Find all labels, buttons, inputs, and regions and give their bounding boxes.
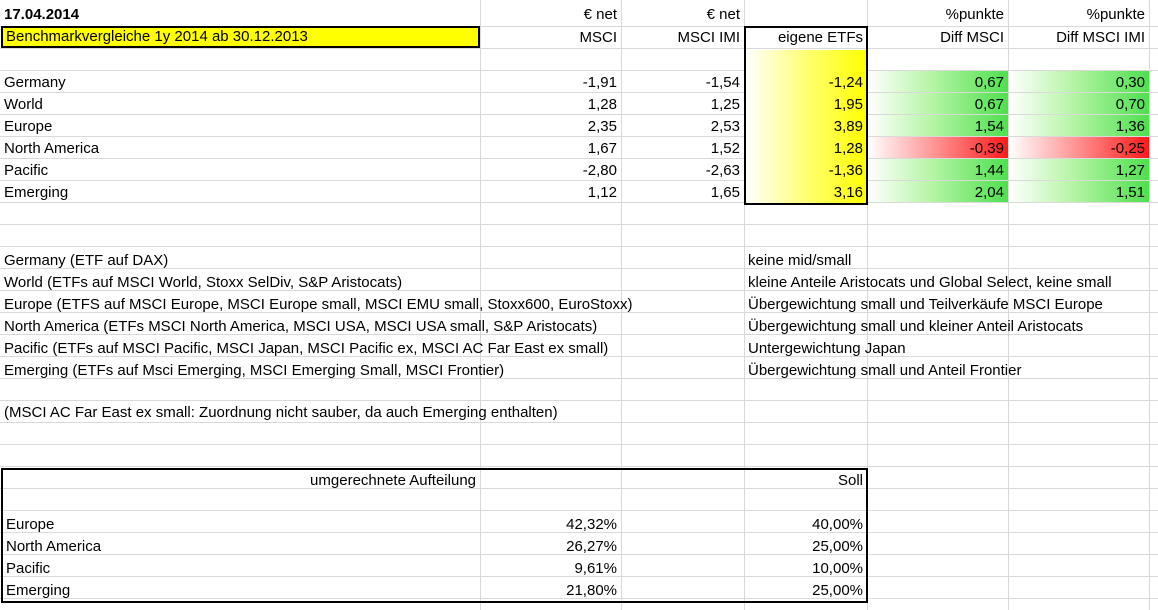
allocation-region: Europe (6, 516, 55, 533)
diff-imi-value: 1,36 (1115, 118, 1145, 135)
diff-imi-value: 0,70 (1115, 96, 1145, 113)
gridline (0, 224, 1158, 225)
diff-imi-value: 1,51 (1115, 184, 1145, 201)
diff-imi-value: -0,25 (1110, 140, 1145, 157)
region-label: World (4, 96, 43, 113)
etf-value: -1,24 (828, 74, 863, 91)
col-msci-unit: € net (583, 6, 617, 23)
msci-imi-value: 2,53 (710, 118, 740, 135)
region-label: Europe (4, 118, 53, 135)
col-diff-msci-header: Diff MSCI (940, 29, 1004, 46)
allocation-region: North America (6, 538, 102, 555)
etf-value: 3,89 (833, 118, 863, 135)
allocation-target: 25,00% (812, 582, 863, 599)
msci-imi-value: 1,52 (710, 140, 740, 157)
note-comment: Übergewichtung small und kleiner Anteil Aristocats (748, 318, 1084, 335)
msci-value: -2,80 (582, 162, 617, 179)
note-description: Germany (ETF auf DAX) (4, 252, 169, 269)
gridline (0, 400, 1158, 401)
note-comment: Übergewichtung small und Anteil Frontier (748, 362, 1022, 379)
msci-value: -1,91 (582, 74, 617, 91)
allocation-actual: 21,80% (566, 582, 617, 599)
benchmark-title: Benchmarkvergleiche 1y 2014 ab 30.12.2013 (6, 28, 308, 45)
diff-msci-value: 0,67 (974, 74, 1004, 91)
msci-value: 1,12 (587, 184, 617, 201)
etf-value: 1,95 (833, 96, 863, 113)
note-comment: keine mid/small (748, 252, 852, 269)
allocation-actual: 26,27% (566, 538, 617, 555)
col-actual-header: umgerechnete Aufteilung (310, 472, 476, 489)
region-label: Pacific (4, 162, 49, 179)
msci-imi-value: -2,63 (705, 162, 740, 179)
diff-msci-value: 1,44 (974, 162, 1004, 179)
region-label: North America (4, 140, 100, 157)
etf-value: 3,16 (833, 184, 863, 201)
note-description: Europe (ETFS auf MSCI Europe, MSCI Europe small, MSCI EMU small, Stoxx600, EuroStoxx) (4, 296, 633, 313)
gridline (0, 510, 1158, 511)
region-label: Germany (4, 74, 66, 91)
msci-imi-value: -1,54 (705, 74, 740, 91)
diff-msci-value: 2,04 (974, 184, 1004, 201)
col-diff-imi-header: Diff MSCI IMI (1056, 29, 1145, 46)
note-description: North America (ETFs MSCI North America, MSCI USA, MSCI USA small, S&P Aristocats) (4, 318, 598, 335)
col-msci-imi-header: MSCI IMI (677, 29, 740, 46)
col-diff-msci-unit: %punkte (945, 6, 1004, 23)
gridline (0, 488, 1158, 489)
etf-value: 1,28 (833, 140, 863, 157)
allocation-region: Emerging (6, 582, 71, 599)
region-label: Emerging (4, 184, 69, 201)
msci-value: 1,67 (587, 140, 617, 157)
col-msci-header: MSCI (579, 29, 617, 46)
col-diff-imi-unit: %punkte (1086, 6, 1145, 23)
allocation-target: 25,00% (812, 538, 863, 555)
note-description: Pacific (ETFs auf MSCI Pacific, MSCI Japan, MSCI Pacific ex, MSCI AC Far East ex small) (4, 340, 609, 357)
allocation-target: 40,00% (812, 516, 863, 533)
note-comment: kleine Anteile Aristocats und Global Select, keine small (748, 274, 1112, 291)
diff-msci-value: 0,67 (974, 96, 1004, 113)
gridline (0, 444, 1158, 445)
msci-value: 1,28 (587, 96, 617, 113)
allocation-target: 10,00% (812, 560, 863, 577)
note-comment: Untergewichtung Japan (748, 340, 906, 357)
col-etf-header: eigene ETFs (777, 29, 863, 46)
report-date: 17.04.2014 (4, 6, 80, 23)
diff-msci-value: -0,39 (969, 140, 1004, 157)
allocation-actual: 42,32% (566, 516, 617, 533)
diff-imi-value: 1,27 (1115, 162, 1145, 179)
col-target-header: Soll (837, 472, 863, 489)
col-msci-imi-unit: € net (706, 6, 740, 23)
allocation-actual: 9,61% (574, 560, 617, 577)
etf-value: -1,36 (828, 162, 863, 179)
allocation-region: Pacific (6, 560, 51, 577)
diff-imi-value: 0,30 (1115, 74, 1145, 91)
gridline (0, 246, 1158, 247)
gridline (0, 466, 1158, 467)
diff-msci-value: 1,54 (974, 118, 1004, 135)
note-comment: Übergewichtung small und Teilverkäufe MSCI Europe (748, 296, 1103, 313)
note-description: Emerging (ETFs auf Msci Emerging, MSCI Emerging Small, MSCI Frontier) (4, 362, 505, 379)
msci-imi-value: 1,65 (710, 184, 740, 201)
note-description: World (ETFs auf MSCI World, Stoxx SelDiv, S&P Aristocats) (4, 274, 403, 291)
msci-imi-value: 1,25 (710, 96, 740, 113)
footnote: (MSCI AC Far East ex small: Zuordnung nicht sauber, da auch Emerging enthalten) (4, 404, 558, 421)
msci-value: 2,35 (587, 118, 617, 135)
